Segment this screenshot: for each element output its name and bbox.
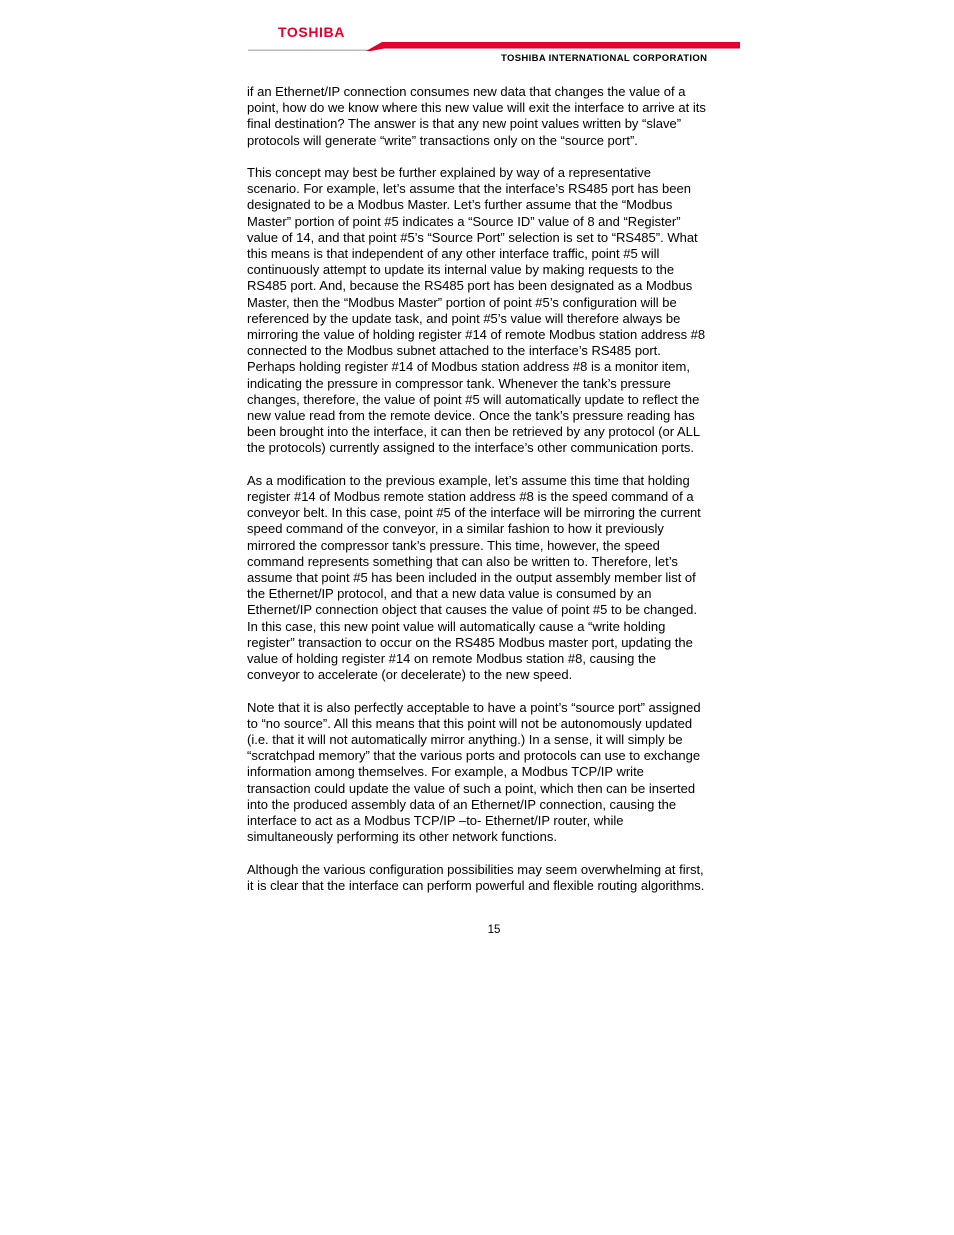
paragraph: As a modification to the previous example, let’s assume this time that holding register #14 of Modbus remote station address #8 is the speed command of a conveyor belt. In this case, point #5 of the interface will be mirroring the current speed command of the conveyor, in a similar fashion to how it previously mirrored the compressor tank’s pressure. This time, however, the speed command represents something that can also be written to. Therefore, let’s assume that point #5 has been included in the output assembly member list of the Ethernet/IP protocol, and that a new data value is consumed by an Ethernet/IP connection object that causes the value of point #5 to be changed. In this case, this new point value will automatically cause a “write holding register” transaction to occur on the RS485 Modbus master port, updating the value of holding register #14 on remote Modbus station #8, causing the conveyor to accelerate (or decelerate) to the new speed. [247, 472, 701, 683]
paragraph: Note that it is also perfectly acceptable to have a point’s “source port” assigned to “no source”. All this means that this point will not be autonomously updated (i.e. that it will not automatically mirror anything.) In a sense, it will simply be “scratchpad memory” that the various ports and protocols can use to exchange information among themselves. For example, a Modbus TCP/IP write transaction could update the value of such a point, which then can be inserted into the produced assembly data of an Ethernet/IP connection, causing the interface to act as a Modbus TCP/IP –to- Ethernet/IP router, while simultaneously performing its other network functions. [247, 699, 701, 845]
header-red-rule [248, 38, 740, 52]
paragraph: if an Ethernet/IP connection consumes new data that changes the value of a point, how do we know where this new value will exit the interface to arrive at its final destination? The answer is that any new point values written by “slave” protocols will generate “write” transactions only on the “source port”. [247, 84, 706, 148]
toshiba-logo: TOSHIBA [278, 24, 345, 40]
corporation-name: TOSHIBA INTERNATIONAL CORPORATION [501, 53, 708, 64]
page-number: 15 [487, 924, 501, 936]
body-text [247, 84, 747, 910]
paragraph: This concept may best be further explained by way of a representative scenario. For example, let’s assume that the interface’s RS485 port has been designated to be a Modbus Master. Let’s further assume that the “Modbus Master” portion of point #5 indicates a “Source ID” value of 8 and “Register” value of 14, and that point #5’s “Source Port” selection is set to “RS485”. What this means is that independent of any other interface traffic, point #5 will continuously attempt to update its internal value by making requests to the RS485 port. And, because the RS485 port has been designated as a Modbus Master, then the “Modbus Master” portion of point #5’s configuration will be referenced by the update task, and point #5’s value will therefore always be mirroring the value of holding register #14 of remote Modbus station address #8 connected to the Modbus subnet attached to the interface’s RS485 port. Perhaps holding register #14 of Modbus station address #8 is a monitor item, indicating the pressure in compressor tank. Whenever the tank’s pressure changes, therefore, the value of point #5 will automatically update to reflect the new value read from the remote device. Once the tank’s pressure reading has been brought into the interface, it can then be retrieved by any protocol (or ALL the protocols) currently assigned to the interface’s other communication ports. [247, 165, 706, 456]
paragraph: Although the various configuration possibilities may seem overwhelming at first, it is clear that the interface can perform powerful and flexible routing algorithms. [247, 861, 705, 893]
page-header [0, 0, 954, 70]
